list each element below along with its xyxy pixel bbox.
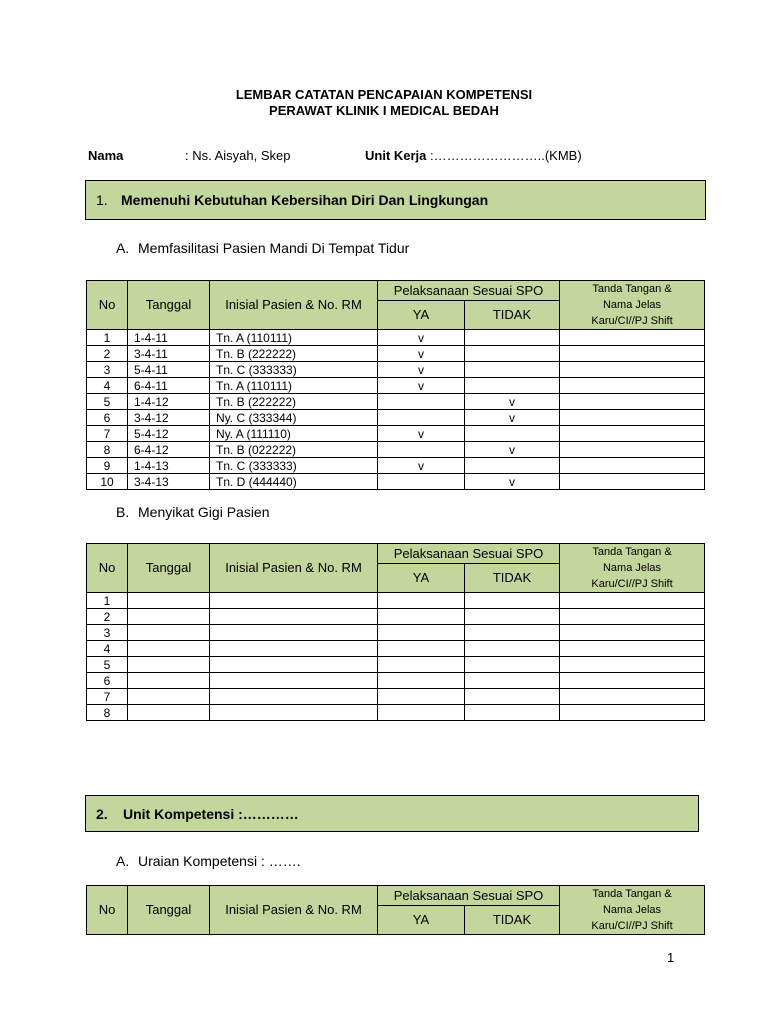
cell-ya — [378, 394, 465, 410]
cell-tanggal — [128, 657, 210, 673]
cell-tidak — [465, 458, 560, 474]
table-row — [87, 689, 705, 705]
cell-ttd — [560, 378, 705, 394]
cell-tanggal: 1-4-11 — [128, 330, 210, 346]
cell-pasien: Tn. C (333333) — [210, 362, 378, 378]
cell-no: 6 — [87, 673, 128, 689]
cell-pasien — [210, 705, 378, 721]
table-row — [87, 362, 705, 378]
subsection-a: A. Memfasilitasi Pasien Mandi Di Tempat Tidur — [116, 240, 410, 256]
header-no: No — [87, 886, 128, 935]
table-row — [87, 442, 705, 458]
cell-tidak — [465, 625, 560, 641]
cell-no: 1 — [87, 593, 128, 609]
cell-no: 4 — [87, 641, 128, 657]
section-1-number: 1. — [96, 192, 108, 208]
cell-pasien: Tn. D (444440) — [210, 474, 378, 490]
table-row — [87, 346, 705, 362]
header-tidak: TIDAK — [465, 906, 560, 935]
cell-tanggal — [128, 593, 210, 609]
cell-tanggal: 3-4-11 — [128, 346, 210, 362]
cell-tanggal: 1-4-12 — [128, 394, 210, 410]
cell-tidak — [465, 593, 560, 609]
subsection-b: B. Menyikat Gigi Pasien — [116, 504, 270, 520]
cell-ya: v — [378, 330, 465, 346]
cell-no: 2 — [87, 346, 128, 362]
cell-tidak — [465, 609, 560, 625]
cell-pasien — [210, 593, 378, 609]
cell-tidak: v — [465, 394, 560, 410]
header-pelaksanaan: Pelaksanaan Sesuai SPO — [378, 544, 560, 564]
cell-no: 4 — [87, 378, 128, 394]
cell-tanggal — [128, 609, 210, 625]
header-tidak: TIDAK — [465, 564, 560, 593]
cell-tanggal: 3-4-13 — [128, 474, 210, 490]
table-row — [87, 474, 705, 490]
cell-tanggal: 6-4-12 — [128, 442, 210, 458]
header-ttd: Tanda Tangan & Nama Jelas Karu/CI//PJ Shift — [560, 544, 705, 593]
header-tanggal: Tanggal — [128, 886, 210, 935]
cell-ya — [378, 410, 465, 426]
cell-pasien — [210, 657, 378, 673]
cell-ya: v — [378, 378, 465, 394]
cell-no: 7 — [87, 689, 128, 705]
table-row — [87, 625, 705, 641]
table-row — [87, 458, 705, 474]
cell-no: 1 — [87, 330, 128, 346]
cell-tanggal: 6-4-11 — [128, 378, 210, 394]
cell-pasien: Tn. C (333333) — [210, 458, 378, 474]
header-inisial: Inisial Pasien & No. RM — [210, 886, 378, 935]
cell-no: 2 — [87, 609, 128, 625]
cell-ya — [378, 689, 465, 705]
cell-ttd — [560, 442, 705, 458]
table-b — [86, 543, 705, 721]
table-c — [86, 885, 705, 935]
cell-pasien — [210, 609, 378, 625]
nama-value: : Ns. Aisyah, Skep — [185, 148, 291, 163]
table-row — [87, 378, 705, 394]
cell-ttd — [560, 705, 705, 721]
cell-pasien — [210, 689, 378, 705]
document-title-line2: PERAWAT KLINIK I MEDICAL BEDAH — [269, 103, 499, 118]
cell-tidak — [465, 657, 560, 673]
header-inisial: Inisial Pasien & No. RM — [210, 281, 378, 330]
cell-ttd — [560, 641, 705, 657]
cell-ya: v — [378, 362, 465, 378]
cell-tanggal — [128, 641, 210, 657]
cell-pasien — [210, 625, 378, 641]
table-row — [87, 426, 705, 442]
cell-ttd — [560, 330, 705, 346]
cell-pasien: Tn. B (222222) — [210, 394, 378, 410]
table-row — [87, 657, 705, 673]
table-row — [87, 593, 705, 609]
header-tidak: TIDAK — [465, 301, 560, 330]
cell-ya: v — [378, 458, 465, 474]
cell-no: 8 — [87, 442, 128, 458]
cell-ya: v — [378, 346, 465, 362]
cell-ttd — [560, 346, 705, 362]
cell-pasien: Tn. B (222222) — [210, 346, 378, 362]
table-row — [87, 394, 705, 410]
cell-ttd — [560, 458, 705, 474]
header-ya: YA — [378, 564, 465, 593]
cell-no: 3 — [87, 625, 128, 641]
cell-tidak — [465, 426, 560, 442]
cell-ya — [378, 474, 465, 490]
header-pelaksanaan: Pelaksanaan Sesuai SPO — [378, 886, 560, 906]
nama-label: Nama — [88, 148, 124, 163]
cell-ttd — [560, 410, 705, 426]
header-tanggal: Tanggal — [128, 544, 210, 593]
header-ya: YA — [378, 906, 465, 935]
cell-tanggal — [128, 689, 210, 705]
cell-ttd — [560, 673, 705, 689]
cell-tanggal — [128, 625, 210, 641]
cell-tidak — [465, 705, 560, 721]
cell-ya — [378, 442, 465, 458]
table-row — [87, 330, 705, 346]
cell-ttd — [560, 362, 705, 378]
cell-tanggal: 1-4-13 — [128, 458, 210, 474]
cell-tidak — [465, 689, 560, 705]
cell-ttd — [560, 426, 705, 442]
cell-pasien: Tn. A (110111) — [210, 378, 378, 394]
cell-ya — [378, 673, 465, 689]
cell-ya — [378, 609, 465, 625]
cell-ttd — [560, 689, 705, 705]
cell-tidak — [465, 378, 560, 394]
cell-no: 3 — [87, 362, 128, 378]
cell-tidak — [465, 641, 560, 657]
table-a — [86, 280, 705, 490]
header-ttd: Tanda Tangan & Nama Jelas Karu/CI//PJ Shift — [560, 886, 705, 935]
cell-ya — [378, 641, 465, 657]
cell-tidak — [465, 362, 560, 378]
section-1-title: Memenuhi Kebutuhan Kebersihan Diri Dan Lingkungan — [121, 192, 489, 208]
header-no: No — [87, 544, 128, 593]
cell-ttd — [560, 657, 705, 673]
cell-tidak — [465, 346, 560, 362]
cell-ttd — [560, 474, 705, 490]
cell-tidak — [465, 673, 560, 689]
subsection-uraian: A. Uraian Kompetensi : ……. — [116, 853, 301, 869]
cell-tidak: v — [465, 474, 560, 490]
cell-tidak: v — [465, 410, 560, 426]
header-ya: YA — [378, 301, 465, 330]
cell-ya — [378, 593, 465, 609]
section-1-header — [85, 180, 706, 220]
section-2-number: 2. — [96, 805, 108, 822]
cell-tanggal — [128, 673, 210, 689]
cell-ttd — [560, 625, 705, 641]
document-title-line1: LEMBAR CATATAN PENCAPAIAN KOMPETENSI — [235, 87, 533, 102]
table-row — [87, 609, 705, 625]
cell-no: 6 — [87, 410, 128, 426]
cell-no: 9 — [87, 458, 128, 474]
page-number: 1 — [667, 950, 675, 965]
cell-ya — [378, 625, 465, 641]
cell-pasien — [210, 673, 378, 689]
cell-no: 5 — [87, 394, 128, 410]
cell-ttd — [560, 593, 705, 609]
header-pelaksanaan: Pelaksanaan Sesuai SPO — [378, 281, 560, 301]
header-no: No — [87, 281, 128, 330]
cell-tanggal: 5-4-11 — [128, 362, 210, 378]
unit-kerja: Unit Kerja :……………………..(KMB) — [365, 148, 582, 163]
cell-ya: v — [378, 426, 465, 442]
cell-ya — [378, 657, 465, 673]
cell-tanggal: 5-4-12 — [128, 426, 210, 442]
cell-no: 5 — [87, 657, 128, 673]
cell-no: 7 — [87, 426, 128, 442]
section-2-title: Unit Kompetensi :………… — [123, 805, 299, 822]
header-tanggal: Tanggal — [128, 281, 210, 330]
cell-no: 10 — [87, 474, 128, 490]
cell-tidak — [465, 330, 560, 346]
cell-no: 8 — [87, 705, 128, 721]
cell-pasien: Ny. C (333344) — [210, 410, 378, 426]
cell-ttd — [560, 609, 705, 625]
cell-tidak: v — [465, 442, 560, 458]
cell-ya — [378, 705, 465, 721]
table-row — [87, 410, 705, 426]
header-inisial: Inisial Pasien & No. RM — [210, 544, 378, 593]
cell-tanggal — [128, 705, 210, 721]
table-row — [87, 705, 705, 721]
cell-pasien: Tn. B (022222) — [210, 442, 378, 458]
table-row — [87, 673, 705, 689]
table-row — [87, 641, 705, 657]
cell-pasien — [210, 641, 378, 657]
cell-tanggal: 3-4-12 — [128, 410, 210, 426]
cell-pasien: Tn. A (110111) — [210, 330, 378, 346]
cell-pasien: Ny. A (111110) — [210, 426, 378, 442]
section-2-header — [85, 795, 699, 832]
header-ttd: Tanda Tangan & Nama Jelas Karu/CI//PJ Shift — [560, 281, 705, 330]
cell-ttd — [560, 394, 705, 410]
